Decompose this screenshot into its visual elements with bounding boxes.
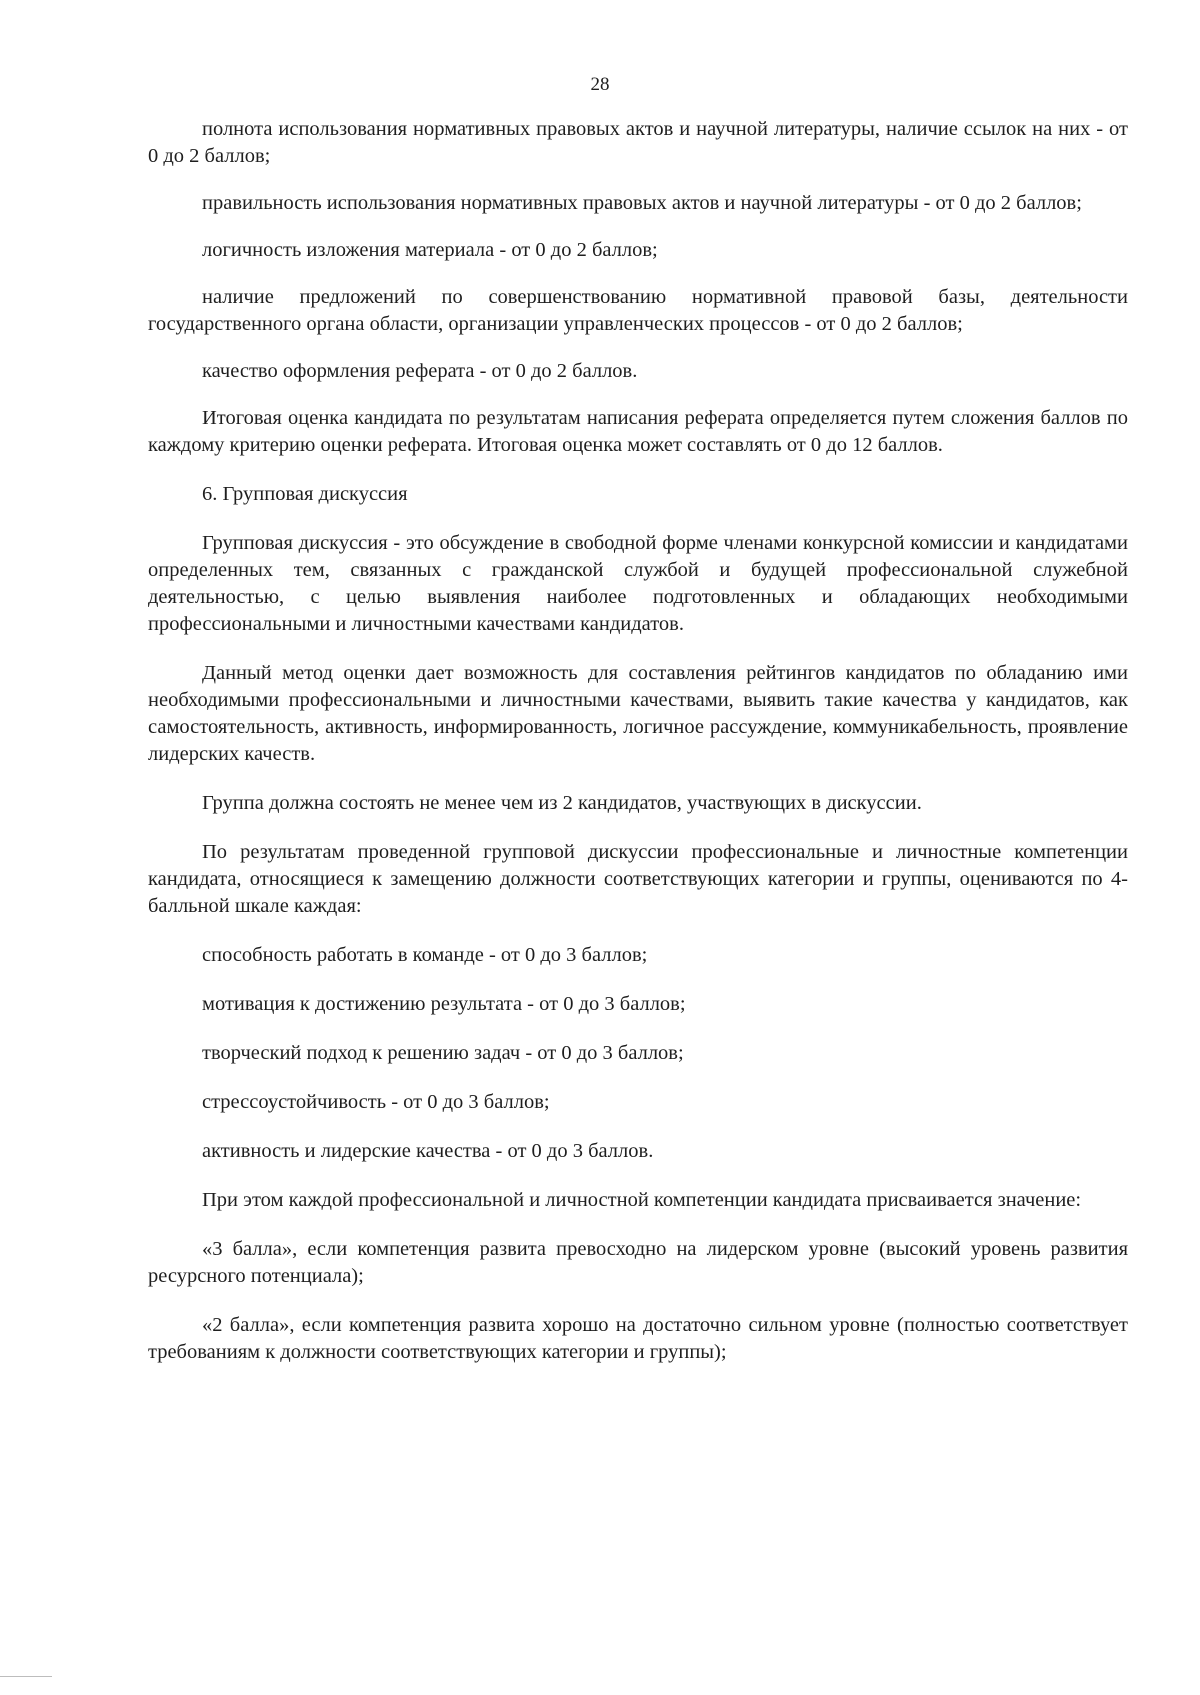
score-3-description: «3 балла», если компетенция развита превосходно на лидерском уровне (высокий уровень развития ресурсного потенциала); [148, 1238, 1128, 1287]
method-description: Данный метод оценки дает возможность для составления рейтингов кандидатов по обладанию ими необходимыми профессиональными и личностными качествами, выявить такие качества у кандидатов, как самостоятельность, активность, информированность, логичное рассуждение, коммуникабельность, проявление лидерских качеств. [148, 662, 1128, 765]
criterion-correctness: правильность использования нормативных правовых актов и научной литературы - от 0 до 2 баллов; [202, 192, 1082, 214]
scan-edge-mark [0, 1676, 52, 1677]
document-body [148, 116, 1128, 1366]
competency-teamwork: способность работать в команде - от 0 до 3 баллов; [202, 944, 648, 966]
competency-scale-intro: По результатам проведенной групповой дискуссии профессиональные и личностные компетенции кандидата, относящиеся к замещению должности соответствующих категории и группы, оцениваются по 4-балльной шкале каждая: [148, 841, 1128, 917]
criterion-proposals: наличие предложений по совершенствованию нормативной правовой базы, деятельности государственного органа области, организации управленческих процессов - от 0 до 2 баллов; [148, 286, 1128, 335]
section-heading-group-discussion: 6. Групповая дискуссия [202, 483, 408, 505]
criterion-completeness: полнота использования нормативных правовых актов и научной литературы, наличие ссылок на них - от 0 до 2 баллов; [148, 118, 1128, 167]
group-size-requirement: Группа должна состоять не менее чем из 2 кандидатов, участвующих в дискуссии. [202, 792, 922, 814]
page-number: 28 [590, 74, 610, 95]
competency-leadership: активность и лидерские качества - от 0 до 3 баллов. [202, 1140, 654, 1162]
essay-final-score-paragraph: Итоговая оценка кандидата по результатам написания реферата определяется путем сложения баллов по каждому критерию оценки реферата. Итоговая оценка может составлять от 0 до 12 баллов. [148, 407, 1128, 456]
criterion-logic: логичность изложения материала - от 0 до 2 баллов; [202, 239, 658, 261]
criterion-formatting: качество оформления реферата - от 0 до 2 баллов. [202, 360, 638, 382]
competency-stress-resistance: стрессоустойчивость - от 0 до 3 баллов; [202, 1091, 550, 1113]
score-2-description: «2 балла», если компетенция развита хорошо на достаточно сильном уровне (полностью соответствует требованиям к должности соответствующих категории и группы); [148, 1314, 1128, 1363]
score-assignment-intro: При этом каждой профессиональной и личностной компетенции кандидата присваивается значение: [202, 1189, 1082, 1211]
competency-motivation: мотивация к достижению результата - от 0 до 3 баллов; [202, 993, 686, 1015]
competency-creativity: творческий подход к решению задач - от 0 до 3 баллов; [202, 1042, 684, 1064]
group-discussion-definition: Групповая дискуссия - это обсуждение в свободной форме членами конкурсной комиссии и кандидатами определенных тем, связанных с гражданской службой и будущей профессиональной служебной деятельностью, с целью выявления наиболее подготовленных и обладающих необходимыми профессиональными и личностными качествами кандидатов. [148, 532, 1128, 635]
